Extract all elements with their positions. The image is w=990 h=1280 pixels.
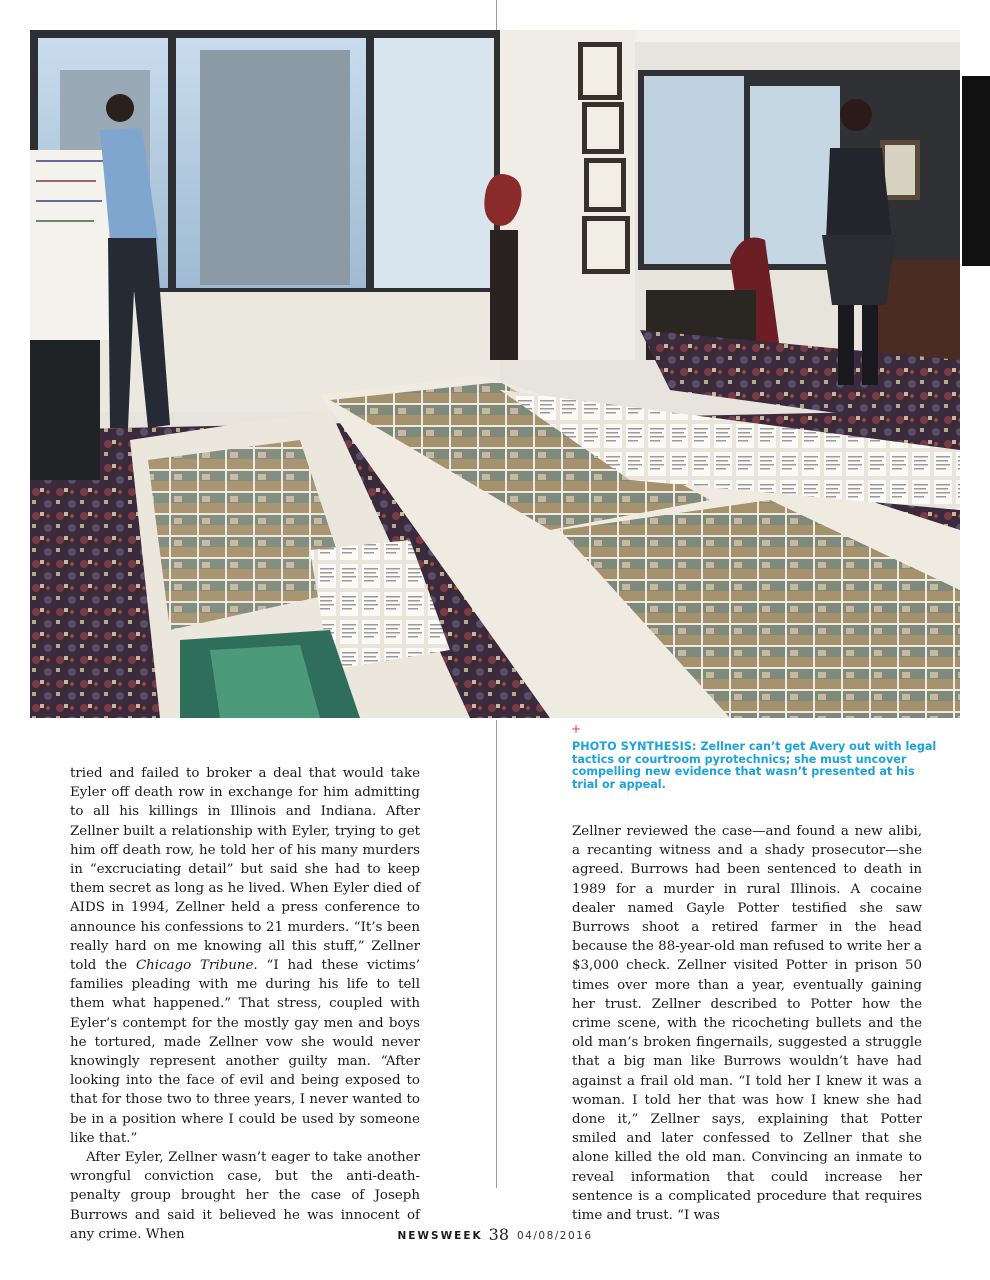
publication-name: Chicago Tribune <box>135 958 254 974</box>
article-column-left <box>70 764 420 1244</box>
paragraph-text: . “I had these victims’ families pleading with me during his life to tell them what happened.” That stress, coupled with Eyler’s contempt for the mostly gay men and boys he tortured, made Zellner vow she would never knowingly represent another guilty man. “After looking into the face of evil and being exposed to that for those two to three years, I never wanted to be in a position where I could be used by someone like that.” <box>70 958 420 1146</box>
magazine-name: NEWSWEEK <box>397 1230 483 1242</box>
section-tab <box>962 76 990 266</box>
caption-marker: + <box>571 722 582 736</box>
column-gutter-rule <box>496 720 497 1188</box>
paragraph-text: tried and failed to broker a deal that would take Eyler off death row in exchange for him admitting to all his killings in Illinois and Indiana. After Zellner built a relationship with Eyler, trying to get him off death row, he told her of his many murders in “excruciating detail” but said she had to keep them secret as long as he lived. When Eyler died of AIDS in 1994, Zellner held a press conference to announce his confessions to 21 murders. “It’s been really hard on me knowing all this stuff,” Zellner told the <box>70 766 420 974</box>
issue-date: 04/08/2016 <box>517 1230 593 1242</box>
article-column-right <box>572 822 922 1225</box>
photo-caption <box>572 741 944 791</box>
column-gutter-rule-top <box>496 0 497 30</box>
article-paragraph <box>70 764 420 1148</box>
feature-photo <box>30 30 960 718</box>
caption-text: Zellner can’t get Avery out with legal tactics or courtroom pyrotechnics; she must uncover compelling new evidence that wasn’t presented at his trial or appeal. <box>572 740 937 791</box>
page-footer <box>0 1224 990 1243</box>
article-paragraph: Zellner reviewed the case—and found a new alibi, a recanting witness and a shady prosecutor—she agreed. Burrows had been sentenced to death in 1989 for a murder in rural Illinois. A cocaine dealer named Gayle Potter testified she saw Burrows shoot a retired farmer in the head because the 88-year-old man refused to write her a $3,000 check. Zellner visited Potter in prison 50 times over more than a year, eventually gaining her trust. Zellner described to Potter how the crime scene, with the ricocheting bullets and the old man’s broken fingernails, suggested a struggle that a big man like Burrows wouldn’t have had against a frail old man. “I told her I knew it was a woman. I told her that was how I knew she had done it,” Zellner says, explaining that Potter smiled and later confessed to Zellner that she alone killed the old man. Convincing an inmate to reveal information that could increase her sentence is a complicated procedure that requires time and trust. “I was <box>572 824 922 1224</box>
caption-lead: PHOTO SYNTHESIS: <box>572 740 697 753</box>
page-number: 38 <box>488 1225 509 1244</box>
article-paragraph: After Eyler, Zellner wasn’t eager to take another wrongful conviction case, but the anti-death-penalty group brought her the case of Joseph Burrows and said it believed he was innocent of any crime. When <box>70 1150 420 1242</box>
